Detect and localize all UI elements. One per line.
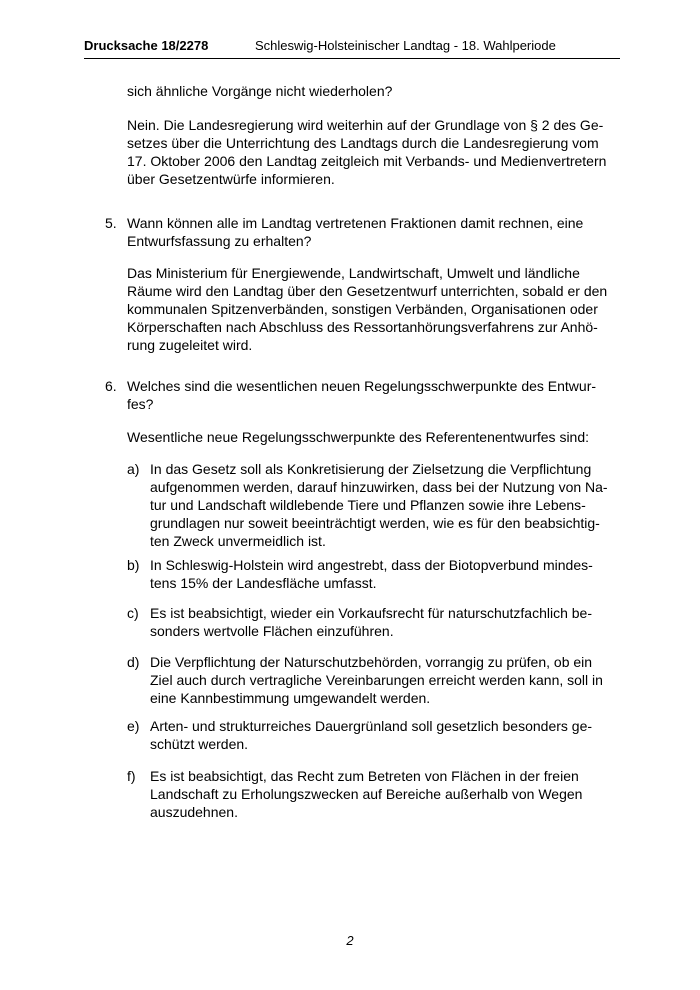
document-number: Drucksache 18/2278	[84, 38, 209, 53]
question-line: Wann können alle im Landtag vertretenen Fraktionen damit rechnen, eine	[127, 215, 584, 231]
list-item-line: In das Gesetz soll als Konkretisierung der Zielsetzung die Verpflichtung	[150, 461, 592, 477]
list-item	[150, 556, 620, 592]
list-item-label: e)	[127, 718, 140, 734]
answer-5	[127, 264, 620, 354]
list-item	[150, 604, 620, 640]
list-item-line: sonders wertvolle Flächen einzuführen.	[150, 623, 394, 639]
answer-line: Nein. Die Landesregierung wird weiterhin auf der Grundlage von § 2 des Ge-	[127, 117, 604, 133]
question-line: Welches sind die wesentlichen neuen Regelungsschwerpunkte des Entwur-	[127, 378, 597, 394]
list-item-line: Landschaft zu Erholungszwecken auf Bereiche außerhalb von Wegen	[150, 786, 583, 802]
list-item-line: tens 15% der Landesfläche umfasst.	[150, 575, 377, 591]
list-item-line: Es ist beabsichtigt, wieder ein Vorkaufsrecht für naturschutzfachlich be-	[150, 605, 592, 621]
answer-line: kommunalen Spitzenverbänden, sonstigen Verbänden, Organisationen oder	[127, 301, 598, 317]
list-item-line: eine Kannbestimmung umgewandelt werden.	[150, 690, 431, 706]
list-item-line: Es ist beabsichtigt, das Recht zum Betreten von Flächen in der freien	[150, 768, 579, 784]
list-item	[150, 717, 620, 753]
answer-4	[127, 116, 620, 188]
list-item-line: ten Zweck unvermeidlich ist.	[150, 533, 326, 549]
page-header	[84, 38, 620, 59]
answer-line: über Gesetzentwürfe informieren.	[127, 171, 335, 187]
list-item-line: grundlagen nur soweit beeinträchtigt werden, wie es für den beabsichtig-	[150, 515, 600, 531]
parliament-title: Schleswig-Holsteinischer Landtag - 18. Wahlperiode	[255, 38, 556, 53]
question-tail: sich ähnliche Vorgänge nicht wiederholen?	[127, 83, 393, 99]
question-line: fes?	[127, 396, 154, 412]
list-item-line: tur und Landschaft wildlebende Tiere und Pflanzen sowie ihre Lebens-	[150, 497, 586, 513]
question-5	[127, 214, 620, 250]
page-number: 2	[346, 933, 354, 948]
list-item-line: aufgenommen werden, darauf hinzuwirken, dass bei der Nutzung von Na-	[150, 479, 608, 495]
list-item-line: Die Verpflichtung der Naturschutzbehörden, vorrangig zu prüfen, ob ein	[150, 654, 593, 670]
answer-line: Körperschaften nach Abschluss des Ressortanhörungsverfahrens zur Anhö-	[127, 319, 598, 335]
question-6	[127, 377, 620, 413]
question-number: 6.	[105, 378, 117, 394]
list-item-label: a)	[127, 461, 140, 477]
list-item	[150, 653, 620, 707]
list-item-label: f)	[127, 768, 136, 784]
list-item-line: Ziel auch durch vertragliche Vereinbarungen erreicht werden kann, soll in	[150, 672, 603, 688]
list-item-label: b)	[127, 557, 140, 573]
answer-line: Räume wird den Landtag über den Gesetzentwurf unterrichten, sobald er den	[127, 283, 608, 299]
answer-line: setzes über die Unterrichtung des Landtags durch die Landesregierung vom	[127, 135, 599, 151]
list-item-label: c)	[127, 605, 139, 621]
list-item-line: auszudehnen.	[150, 804, 238, 820]
question-number: 5.	[105, 215, 117, 231]
list-item-line: schützt werden.	[150, 736, 249, 752]
list-item-line: Arten- und strukturreiches Dauergrünland soll gesetzlich besonders ge-	[150, 718, 593, 734]
answer-6-intro: Wesentliche neue Regelungsschwerpunkte des Referentenentwurfes sind:	[127, 429, 590, 445]
list-item	[150, 460, 620, 550]
list-item	[150, 767, 620, 821]
answer-line: rung zugeleitet wird.	[127, 337, 253, 353]
list-item-label: d)	[127, 654, 140, 670]
answer-line: 17. Oktober 2006 den Landtag zeitgleich mit Verbands- und Medienvertretern	[127, 153, 607, 169]
question-line: Entwurfsfassung zu erhalten?	[127, 233, 312, 249]
list-item-line: In Schleswig-Holstein wird angestrebt, dass der Biotopverbund mindes-	[150, 557, 593, 573]
answer-line: Das Ministerium für Energiewende, Landwirtschaft, Umwelt und ländliche	[127, 265, 580, 281]
